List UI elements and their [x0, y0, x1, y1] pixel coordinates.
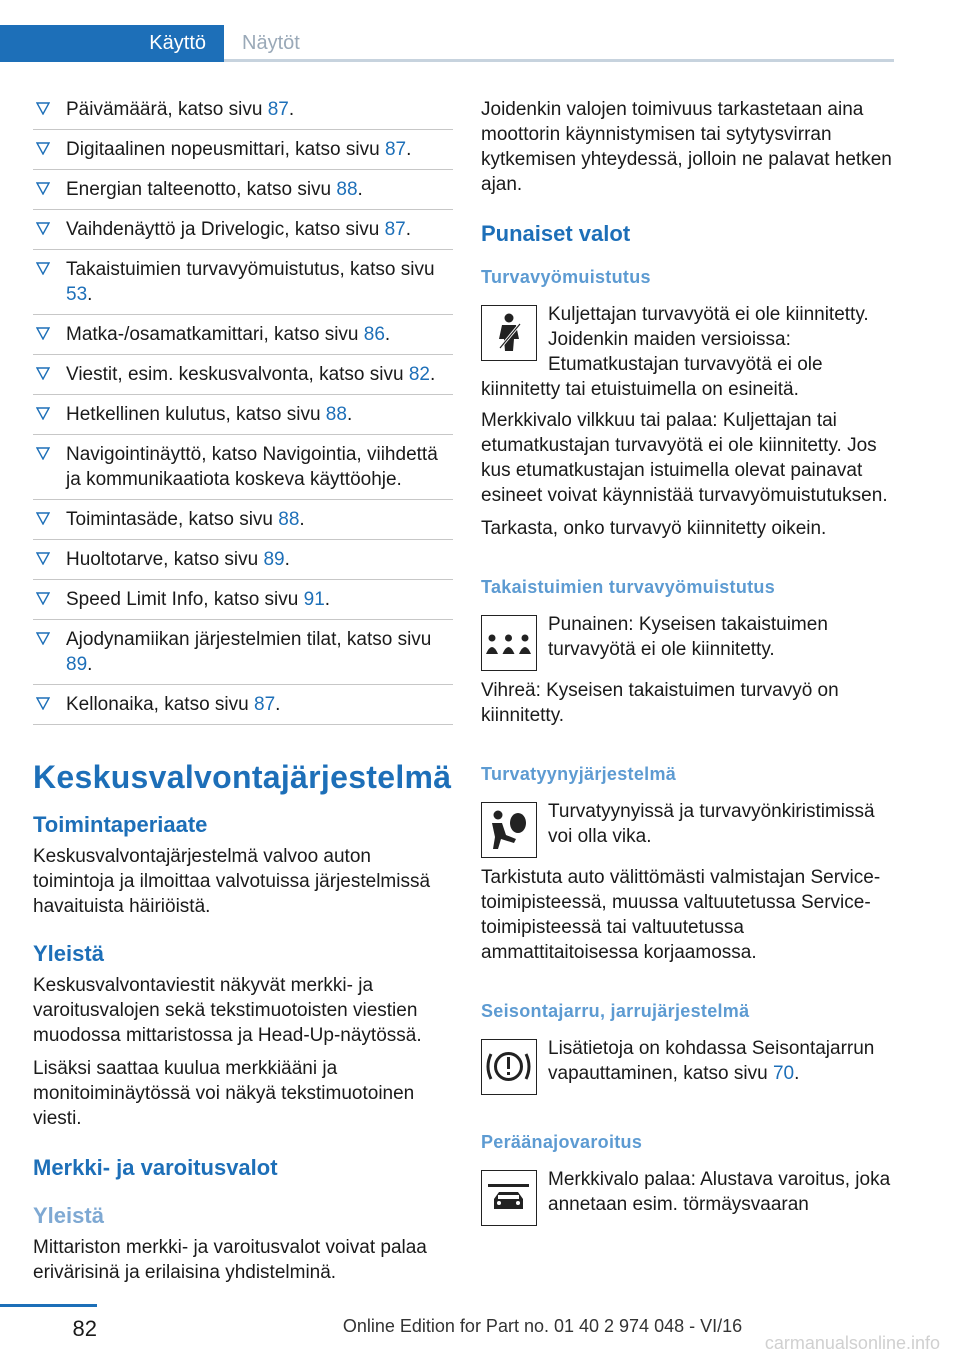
list-item-end: .: [430, 364, 436, 385]
paragraph-takaistuin-1: Punainen: Kyseisen takaistuimen turvavyötä ei ole kiinnitetty.: [548, 614, 828, 660]
paragraph-peraanajo: Merkkivalo palaa: Alustava varoitus, joka annetaan esim. törmäysvaaran: [548, 1169, 891, 1215]
heading-takaistuin: Takaistuimien turvavyömuistutus: [481, 577, 776, 597]
airbag-block: [481, 799, 895, 859]
tab-kaytto[interactable]: Käyttö: [0, 25, 224, 62]
right-column: [481, 97, 895, 1227]
header-tabbar: [0, 25, 894, 62]
list-item: [33, 627, 453, 685]
list-item-end: .: [357, 179, 363, 200]
list-item-text: Ajodynamiikan järjestelmien tilat, katso sivu: [66, 629, 432, 650]
list-item-end: .: [384, 324, 391, 345]
list-item: [33, 97, 453, 130]
triangle-bullet-icon: [36, 591, 50, 605]
display-items-list: [33, 97, 453, 725]
page-link[interactable]: 53: [66, 284, 88, 305]
airbag-icon: [481, 802, 537, 858]
heading-toimintaperiaate: Toimintaperiaate: [33, 812, 208, 837]
list-item-end: .: [275, 694, 281, 715]
edition-footer: Online Edition for Part no. 01 40 2 974 048 - VI/16: [342, 1316, 743, 1336]
heading-punaiset-valot: Punaiset valot: [481, 221, 631, 246]
page-link[interactable]: 89: [263, 549, 285, 570]
triangle-bullet-icon: [36, 446, 50, 460]
list-item: [33, 322, 453, 355]
page-link[interactable]: 87: [254, 694, 276, 715]
page-number: 82: [72, 1316, 97, 1341]
heading-seisontajarru: Seisontajarru, jarrujärjestelmä: [481, 1001, 750, 1021]
page-number-rule: [0, 1304, 97, 1307]
heading-yleista-2: Yleistä: [33, 1203, 104, 1228]
brake-block: [481, 1036, 895, 1096]
list-item: [33, 402, 453, 435]
seisonta-end: .: [794, 1063, 800, 1084]
triangle-bullet-icon: [36, 141, 50, 155]
paragraph-yleista-2: Lisäksi saattaa kuulua merkkiääni ja monitoiminäytössä voi näkyä tekstimuotoinen viesti.: [33, 1058, 415, 1129]
list-item-text: Toimintasäde, katso sivu: [66, 509, 279, 530]
collision-warning-icon: [481, 1170, 537, 1226]
heading-peraanajovaroitus: Peräänajovaroitus: [481, 1132, 643, 1152]
list-item-text: Speed Limit Info, katso sivu: [66, 589, 304, 610]
paragraph-seisonta: [481, 1036, 895, 1086]
paragraph-intro: Joidenkin valojen toimivuus tarkastetaan aina moottorin käynnistymisen tai sytytysvirran kytkemisen yhteydessä, jolloin ne palavat hetken ajan.: [481, 99, 892, 195]
paragraph-yleista-3: Mittariston merkki- ja varoitusvalot voivat palaa erivärisinä ja erilaisina yhdistelminä.: [33, 1237, 427, 1283]
paragraph-toimintaperiaate: Keskusvalvontajärjestelmä valvoo auton toimintoja ja ilmoittaa valvotuissa järjestelmissä havaituista häiriöistä.: [33, 846, 431, 917]
triangle-bullet-icon: [36, 101, 50, 115]
tab-naytot[interactable]: Näytöt: [224, 25, 894, 62]
list-item-end: .: [324, 589, 331, 610]
list-item-text: Vaihdenäyttö ja Drivelogic, katso sivu: [66, 219, 385, 240]
list-item: [33, 507, 453, 540]
brake-warning-icon: [481, 1039, 537, 1095]
triangle-bullet-icon: [36, 326, 50, 340]
list-item-text: Kellonaika, katso sivu: [66, 694, 254, 715]
list-item: [33, 177, 453, 210]
heading-turvatyyny: Turvatyynyjärjestelmä: [481, 764, 677, 784]
list-item: [33, 547, 453, 580]
list-item: [33, 587, 453, 620]
list-item-text: Energian talteenotto, katso sivu: [66, 179, 337, 200]
list-item: [33, 362, 453, 395]
seatbelt-warning-block: [481, 302, 895, 402]
triangle-bullet-icon: [36, 511, 50, 525]
list-item-end: .: [288, 99, 295, 120]
seatbelt-icon: [481, 305, 537, 361]
paragraph-turvatyyny-2: Tarkistuta auto välittömästi valmistajan Service-toimipisteessä, muussa valtuutetussa Service-toimipisteessä tai valtuutetussa ammattitaitoisessa korjaamossa.: [481, 867, 881, 963]
page-link[interactable]: 88: [336, 179, 358, 200]
triangle-bullet-icon: [36, 406, 50, 420]
paragraph-turvavyo-3: Tarkasta, onko turvavyö kiinnitetty oikein.: [481, 518, 827, 539]
page-link[interactable]: 88: [278, 509, 300, 530]
paragraph-yleista-1: Keskusvalvontaviestit näkyvät merkki- ja varoitusvalojen sekä tekstimuotoisten viestien muodossa mittaristossa ja Head-Up-näytössä.: [33, 975, 422, 1046]
list-item-text: Hetkellinen kulutus, katso sivu: [66, 404, 326, 425]
heading-turvavyomuistutus: Turvavyömuistutus: [481, 267, 651, 287]
list-item: [33, 692, 453, 725]
list-item-end: .: [346, 404, 353, 425]
paragraph-turvavyo-2: Merkkivalo vilkkuu tai palaa: Kuljettajan tai etumatkustajan turvavyötä ei ole kiinnitetty. Jos kus etumatkustajan istuimella olevat painavat esineet voivat käynnistää turvavyömuistutuksen.: [481, 410, 888, 506]
triangle-bullet-icon: [36, 221, 50, 235]
paragraph-turvavyo-1: Kuljettajan turvavyötä ei ole kiinnitetty. Joidenkin maiden versioissa: Etumatkustajan turvavyötä ei ole kiinnitetty tai etuistuimella on esineitä.: [481, 304, 869, 400]
heading-yleista: Yleistä: [33, 941, 104, 966]
paragraph-turvatyyny-1: Turvatyynyissä ja turvavyönkiristimissä voi olla vika.: [548, 801, 875, 847]
page-link[interactable]: 91: [303, 589, 325, 610]
collision-warning-block: [481, 1167, 895, 1227]
rear-seats-icon: [481, 615, 537, 671]
list-item-text: Päivämäärä, katso sivu: [66, 99, 268, 120]
list-item-end: .: [299, 509, 305, 530]
heading-merkki-varoitusvalot: Merkki- ja varoitusvalot: [33, 1155, 278, 1180]
triangle-bullet-icon: [36, 696, 50, 710]
triangle-bullet-icon: [36, 631, 50, 645]
seisonta-text: Lisätietoja on kohdassa Seisontajarrun vapauttaminen, katso sivu: [548, 1038, 875, 1084]
list-item-text: Viestit, esim. keskusvalvonta, katso sivu: [66, 364, 409, 385]
left-column: [33, 97, 453, 1285]
triangle-bullet-icon: [36, 366, 50, 380]
triangle-bullet-icon: [36, 551, 50, 565]
list-item-text: Matka-/osamatkamittari, katso sivu: [66, 324, 364, 345]
list-item-end: .: [405, 219, 412, 240]
page-link[interactable]: 87: [384, 139, 407, 160]
list-item: [33, 257, 453, 315]
list-item-end: .: [406, 139, 412, 160]
page-link[interactable]: 89: [66, 654, 88, 675]
link-page-70[interactable]: 70: [772, 1063, 795, 1084]
page-link[interactable]: 86: [363, 324, 385, 345]
list-item-text: Navigointinäyttö, katso Navigointia, viihdettä ja kommunikaatiota koskeva käyttöohje.: [66, 444, 438, 490]
triangle-bullet-icon: [36, 261, 50, 275]
page-link[interactable]: 87: [267, 99, 289, 120]
watermark: carmanualsonline.info: [764, 1333, 940, 1353]
section-title-keskusvalvonta: Keskusvalvontajärjestelmä: [33, 759, 452, 795]
list-item: [33, 137, 453, 170]
list-item: [33, 442, 453, 500]
triangle-bullet-icon: [36, 181, 50, 195]
rear-seatbelt-block: [481, 612, 895, 672]
list-item-text: Digitaalinen nopeusmittari, katso sivu: [66, 139, 385, 160]
list-item-end: .: [87, 284, 93, 305]
page-link[interactable]: 82: [408, 364, 430, 385]
paragraph-takaistuin-2: Vihreä: Kyseisen takaistuimen turvavyö on kiinnitetty.: [481, 680, 839, 726]
page-link[interactable]: 88: [325, 404, 347, 425]
list-item: [33, 217, 453, 250]
list-item-end: .: [284, 549, 290, 570]
page-link[interactable]: 87: [384, 219, 406, 240]
list-item-text: Huoltotarve, katso sivu: [66, 549, 264, 570]
list-item-text: Takaistuimien turvavyömuistutus, katso sivu: [66, 259, 435, 280]
list-item-end: .: [87, 654, 93, 675]
